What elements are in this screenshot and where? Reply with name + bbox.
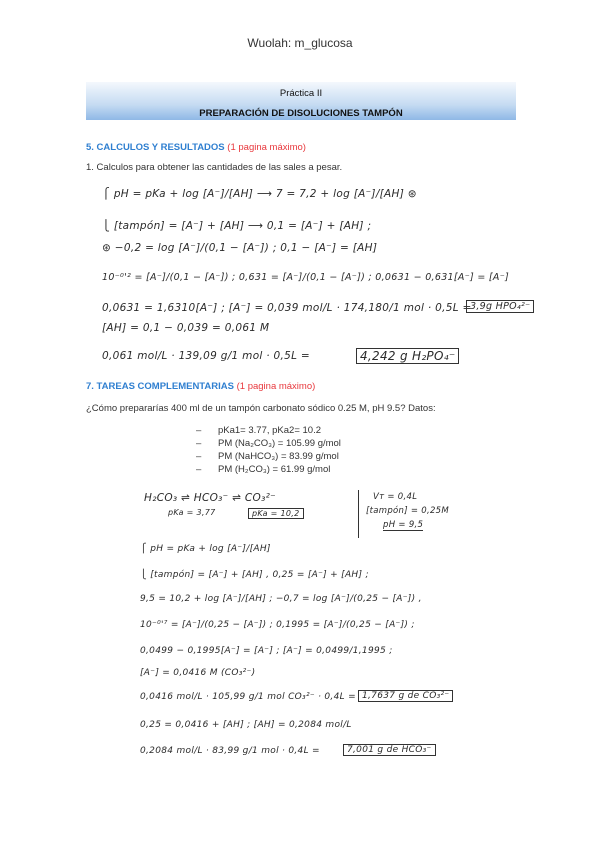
hw-line: [AH] = 0,1 − 0,039 = 0,061 M <box>102 322 270 334</box>
item-1-text: 1. Calculos para obtener las cantidades de las sales a pesar. <box>86 162 343 173</box>
hw-line: 0,2084 mol/L · 83,99 g/1 mol · 0,4L = <box>140 746 320 756</box>
data-list-item: – PM (NaHCO₃) = 83.99 g/mol <box>218 450 341 463</box>
hw-given: [tampón] = 0,25M <box>366 506 450 516</box>
data-list <box>218 424 341 476</box>
hw-line: ⎧ pH = pKa + log [A⁻]/[AH] ⟶ 7 = 7,2 + log [A⁻]/[AH] ⊛ <box>102 188 417 200</box>
hw-pka2: pKa = 10,2 <box>248 508 304 519</box>
handwritten-calculations-1 <box>96 180 536 372</box>
handwritten-calculations-2 <box>138 488 463 773</box>
hw-line: 0,25 = 0,0416 + [AH] ; [AH] = 0,2084 mol/L <box>140 720 352 730</box>
section-5-note: (1 pagina máximo) <box>227 142 306 153</box>
hw-line: ⎧ pH = pKa + log [A⁻]/[AH] <box>140 544 271 554</box>
practice-label: Práctica II <box>279 88 323 99</box>
hw-line: ⎩ [tampón] = [A⁻] + [AH] , 0,25 = [A⁻] + [AH] ; <box>140 570 369 580</box>
data-list-item: – PM (Na₂CO₃) = 105.99 g/mol <box>218 437 341 450</box>
section-7-note: (1 pagina máximo) <box>236 381 316 392</box>
hw-line: [A⁻] = 0,0416 M (CO₃²⁻) <box>140 668 256 678</box>
hw-line: 9,5 = 10,2 + log [A⁻]/[AH] ; −0,7 = log [A⁻]/(0,25 − [A⁻]) , <box>140 594 422 604</box>
hw-result-box: 4,242 g H₂PO₄⁻ <box>356 348 459 364</box>
section-5-heading <box>86 142 306 153</box>
divider <box>358 490 359 538</box>
hw-given: Vт = 0,4L <box>373 492 418 502</box>
hw-result-box: 1,7637 g de CO₃²⁻ <box>358 690 453 702</box>
title-banner <box>86 82 516 120</box>
hw-line: 0,0499 − 0,1995[A⁻] = [A⁻] ; [A⁻] = 0,0499/1,1995 ; <box>140 646 393 656</box>
section-7-title: 7. TAREAS COMPLEMENTARIAS <box>86 381 234 392</box>
section-5-title: 5. CALCULOS Y RESULTADOS <box>86 142 225 153</box>
hw-pka1: pKa = 3,77 <box>168 508 216 517</box>
hw-line: ⊛ −0,2 = log [A⁻]/(0,1 − [A⁻]) ; 0,1 − [A⁻] = [AH] <box>102 242 378 254</box>
data-list-item: – PM (H₂CO₃) = 61.99 g/mol <box>218 463 341 476</box>
hw-line: 0,0416 mol/L · 105,99 g/1 mol CO₃²⁻ · 0,4L = <box>140 692 356 702</box>
hw-result-box: 3,9g HPO₄²⁻ <box>466 300 534 313</box>
hw-line: ⎩ [tampón] = [A⁻] + [AH] ⟶ 0,1 = [A⁻] + [AH] ; <box>102 220 372 232</box>
data-list-item: – pKa1= 3.77, pKa2= 10.2 <box>218 424 341 437</box>
hw-line: 10⁻⁰'² = [A⁻]/(0,1 − [A⁻]) ; 0,631 = [A⁻]/(0,1 − [A⁻]) ; 0,0631 − 0,631[A⁻] = [A⁻] <box>102 272 510 283</box>
hw-given: pH = 9,5 <box>383 520 424 530</box>
hw-line: 10⁻⁰'⁷ = [A⁻]/(0,25 − [A⁻]) ; 0,1995 = [A⁻]/(0,25 − [A⁻]) ; <box>140 620 415 630</box>
hw-line: 0,0631 = 1,6310[A⁻] ; [A⁻] = 0,039 mol/L · 174,180/1 mol · 0,5L = <box>102 302 472 314</box>
hw-line: 0,061 mol/L · 139,09 g/1 mol · 0,5L = <box>102 350 311 362</box>
watermark-text: Wuolah: m_glucosa <box>247 36 353 50</box>
section-7-heading <box>86 381 315 392</box>
hw-equilibrium: H₂CO₃ ⇌ HCO₃⁻ ⇌ CO₃²⁻ <box>144 492 276 504</box>
hw-result-box: 7,001 g de HCO₃⁻ <box>343 744 436 756</box>
document-title: PREPARACIÓN DE DISOLUCIONES TAMPÓN <box>199 108 403 119</box>
question-text: ¿Cómo prepararías 400 ml de un tampón carbonato sódico 0.25 M, pH 9.5? Datos: <box>86 403 436 414</box>
